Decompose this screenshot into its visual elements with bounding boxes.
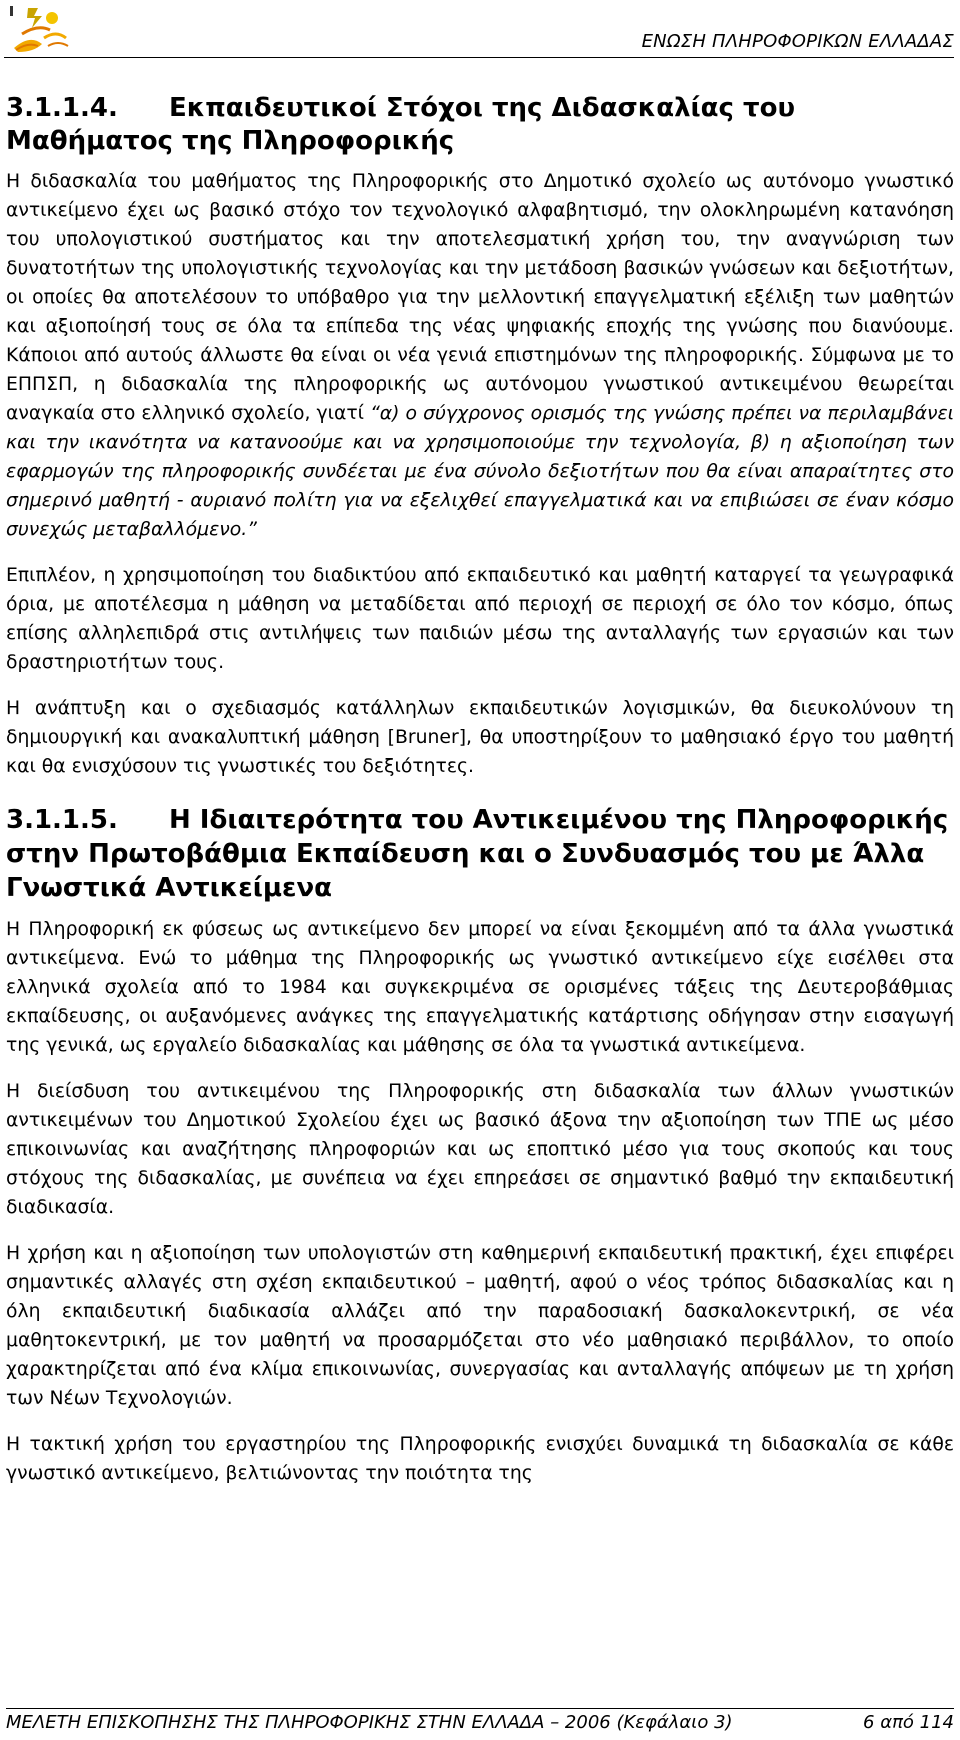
paragraph-objectives [6,167,954,544]
footer-divider [6,1708,954,1709]
main-content [6,92,954,1488]
section-number: 3.1.1.5. [6,805,118,835]
section-heading-3-1-1-4 [6,92,954,158]
section-number: 3.1.1.4. [6,93,118,123]
paragraph-internet: Επιπλέον, η χρησιμοποίηση του διαδικτύου από εκπαιδευτικό και μαθητή καταργεί τα γεωγραφικά όρια, με αποτέλεσμα η μάθηση να μεταδίδεται από περιοχή σε περιοχή σε όλο τον κόσμο, όπως επίσης αλληλεπιδρά στις αντιλήψεις των παιδιών μέσω της ανταλλαγής των εργασιών και των δραστηριοτήτων τους. [6,565,954,673]
paragraph-text: Η διδασκαλία του μαθήματος της Πληροφορικής στο Δημοτικό σχολείο ως αυτόνομο γνωστικό αντικείμενο έχει ως βασικό στόχο τον τεχνολογικό αλφαβητισμό, την ολοκληρωμένη κατανόηση του υπολογιστικού συστήματος και την αποτελεσματική χρήση του, την αναγνώριση των δυνατοτήτων της υπολογιστικής τεχνολογίας και την μετάδοση βασικών γνώσεων και δεξιοτήτων, οι οποίες θα αποτελέσουν το υπόβαθρο για την μελλοντική επαγγελματική εξέλιξη των μαθητών και αξιοποίησή τους σε όλα τα επίπεδα της νέας ψηφιακής εποχής της γνώσης που διανύουμε. Κάποιοι από αυτούς άλλωστε θα είναι οι νέα γενιά επιστημόνων της πληροφορικής. Σύμφωνα με το ΕΠΠΣΠ, η διδασκαλία της πληροφορικής ως αυτόνομου γνωστικού αντικειμένου θεωρείται αναγκαία στο ελληνικό σχολείο, γιατί [6,171,954,424]
quoted-text: “α) ο σύγχρονος ορισμός της γνώσης πρέπει να περιλαμβάνει και την ικανότητα να κατανοούμε και να χρησιμοποιούμε την τεχνολογία, β) η αξιοποίηση των εφαρμογών της πληροφορικής συνδέεται με ένα σύνολο δεξιοτήτων που θα είναι απαραίτητες στο σημερινό μαθητή - αυριανό πολίτη για να εξελιχθεί επαγγελματικά και να επιβιώσει σε έναν κόσμο συνεχώς μεταβαλλόμενο.” [6,403,954,540]
paragraph-nature: Η Πληροφορική εκ φύσεως ως αντικείμενο δεν μπορεί να είναι ξεκομμένη από τα άλλα γνωστικά αντικείμενα. Ενώ το μάθημα της Πληροφορικής ως γνωστικό αντικείμενο είχε εισέλθει στα ελληνικά σχολεία από το 1984 και συγκεκριμένα σε ορισμένες τάξεις της Δευτεροβάθμιας εκπαίδευσης, οι αυξανόμενες ανάγκες της επαγγελματικής κατάρτισης οδήγησαν στην εισαγωγή της γενικά, ως εργαλείο διδασκαλίας και μάθησης σε όλα τα γνωστικά αντικείμενα. [6,919,954,1056]
paragraph-usage: Η χρήση και η αξιοποίηση των υπολογιστών στη καθημερινή εκπαιδευτική πρακτική, έχει επιφέρει σημαντικές αλλαγές στη σχέση εκπαιδευτικού – μαθητή, αφού ο νέος τρόπος διδασκαλίας και η όλη εκπαιδευτική διαδικασία αλλάζει από την παραδοσιακή δασκαλοκεντρική, σε νέα μαθητοκεντρική, με τον μαθητή να προσαρμόζεται στο νέο μαθησιακό περιβάλλον, το οποίο χαρακτηρίζεται από ένα κλίμα επικοινωνίας, συνεργασίας και ανταλλαγής απόψεων με τη χρήση των Νέων Τεχνολογιών. [6,1243,954,1409]
epy-logo-icon [8,4,72,56]
section-title: Η Ιδιαιτερότητα του Αντικειμένου της Πληροφορικής στην Πρωτοβάθμια Εκπαίδευση και ο Συνδυασμός του με Άλλα Γνωστικά Αντικείμενα [6,805,949,903]
paragraph-lab: Η τακτική χρήση του εργαστηρίου της Πληροφορικής ενισχύει δυναμικά τη διδασκαλία σε κάθε γνωστικό αντικείμενο, βελτιώνοντας την ποιότητα της [6,1434,954,1484]
header-divider [4,57,954,58]
paragraph-penetration: Η διείσδυση του αντικειμένου της Πληροφορικής στη διδασκαλία των άλλων γνωστικών αντικειμένων του Δημοτικού Σχολείου έχει ως βασικό άξονα την αξιοποίηση των ΤΠΕ ως μέσο επικοινωνίας και αναζήτησης πληροφοριών και ως εποπτικό μέσο για τους σκοπούς και τους στόχους της διδασκαλίας, με συνέπεια να έχει επηρεάσει σε σημαντικό βαθμό την εκπαιδευτική διαδικασία. [6,1081,954,1218]
section-title: Εκπαιδευτικοί Στόχοι της Διδασκαλίας του Μαθήματος της Πληροφορικής [6,93,796,156]
header-organization: ΕΝΩΣΗ ΠΛΗΡΟΦΟΡΙΚΩΝ ΕΛΛΑΔΑΣ [641,31,954,52]
page-number: 6 από 114 [863,1712,954,1733]
section-heading-3-1-1-5 [6,803,954,905]
footer-title: ΜΕΛΕΤΗ ΕΠΙΣΚΟΠΗΣΗΣ ΤΗΣ ΠΛΗΡΟΦΟΡΙΚΗΣ ΣΤΗΝ ΕΛΛΑΔΑ – 2006 (Κεφάλαιο 3) [6,1712,733,1733]
paragraph-software: Η ανάπτυξη και ο σχεδιασμός κατάλληλων εκπαιδευτικών λογισμικών, θα διευκολύνουν τη δημιουργική και ανακαλυπτική μάθηση [Bruner], θα υποστηρίξουν το μαθησιακό έργο του μαθητή και θα ενισχύσουν τις γνωστικές του δεξιότητες. [6,698,954,777]
